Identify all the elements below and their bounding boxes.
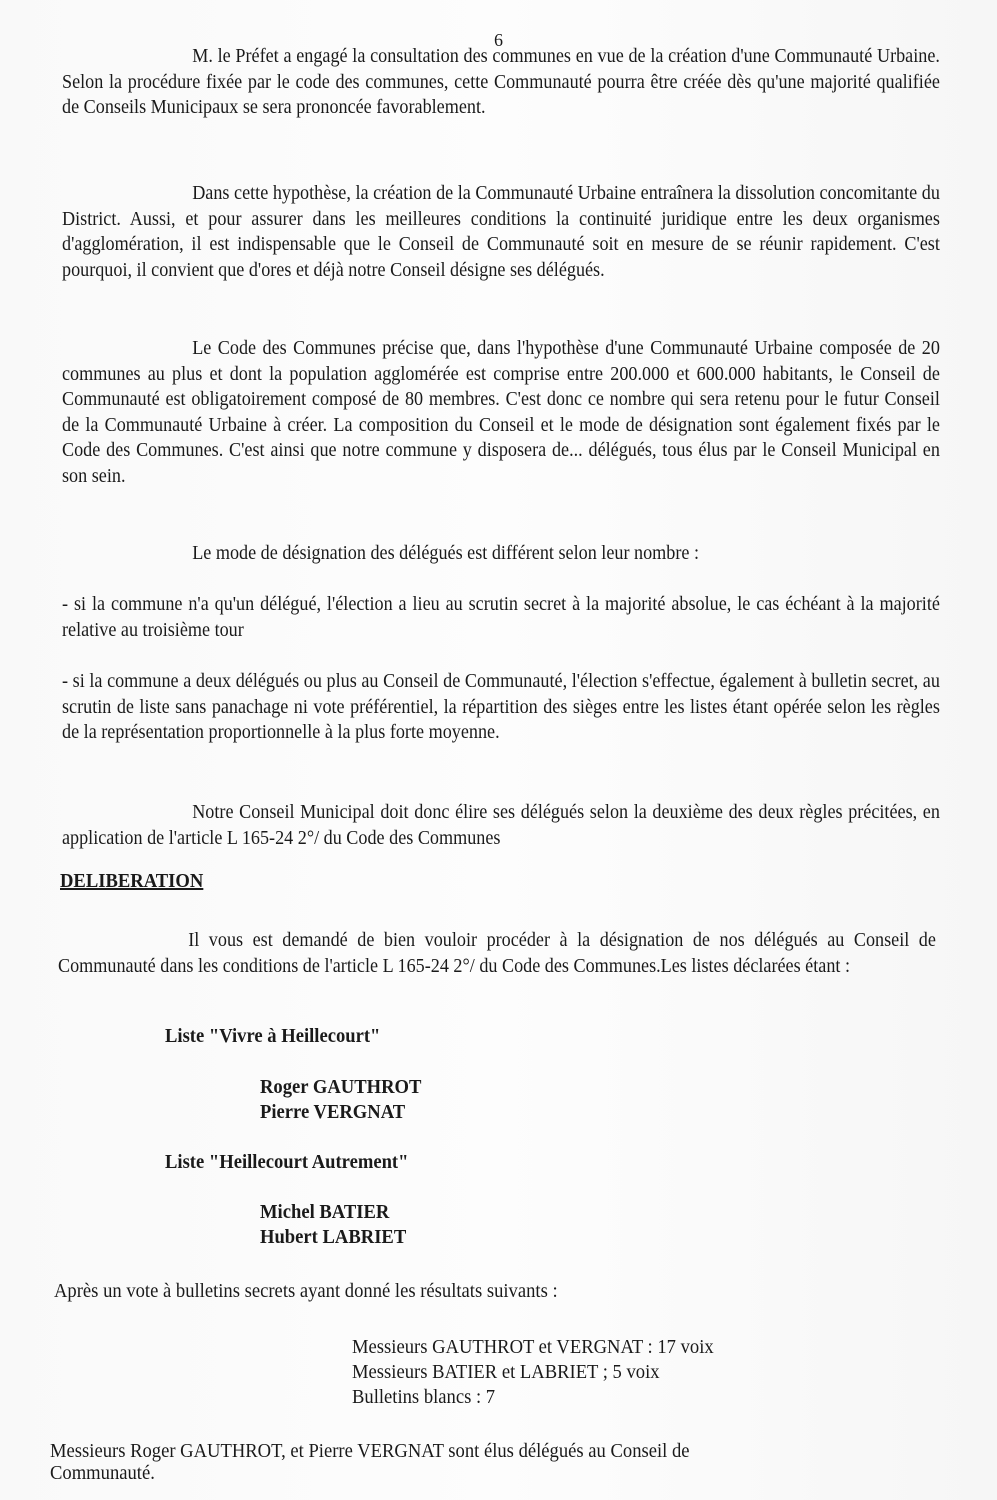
conclusion-line-1: Messieurs Roger GAUTHROT, et Pierre VERGNAT sont élus délégués au Conseil de — [50, 1440, 690, 1462]
deliberation-heading: DELIBERATION — [60, 870, 204, 892]
paragraph-mode-designation: Le mode de désignation des délégués est différent selon leur nombre : — [192, 543, 699, 564]
page-number: 6 — [494, 30, 503, 50]
vote-result: Bulletins blancs : 7 — [352, 1386, 496, 1408]
list-title-vivre-a-heillecourt: Liste "Vivre à Heillecourt" — [165, 1025, 381, 1047]
candidate-name: Michel BATIER — [260, 1201, 390, 1223]
vote-result: Messieurs BATIER et LABRIET ; 5 voix — [352, 1361, 660, 1383]
paragraph-prefet-consultation: M. le Préfet a engagé la consultation des communes en vue de la création d'une Communauté Urbaine. Selon la procédure fixée par le code des communes, cette Communauté pourra être créée dès qu'une majorité qualifiée de Conseils Municipaux se sera prononcée favorablement. — [62, 46, 940, 119]
paragraph-deux-delegues: - si la commune a deux délégués ou plus au Conseil de Communauté, l'élection s'effectue, également à bulletin secret, au scrutin de liste sans panachage ni vote préférentiel, la répartition des sièges entre les listes étant opérée selon les règles de la représentation proportionnelle à la plus forte moyenne. — [62, 671, 940, 744]
vote-intro: Après un vote à bulletins secrets ayant donné les résultats suivants : — [54, 1280, 558, 1302]
candidate-name: Hubert LABRIET — [260, 1226, 407, 1248]
vote-result: Messieurs GAUTHROT et VERGNAT : 17 voix — [352, 1336, 714, 1358]
deliberation-intro: Il vous est demandé de bien vouloir procéder à la désignation de nos délégués au Conseil de Communauté dans les conditions de l'article L 165-24 2°/ du Code des Communes.Les listes déclarées étant : — [58, 930, 936, 977]
candidate-name: Roger GAUTHROT — [260, 1076, 422, 1098]
paragraph-code-communes: Le Code des Communes précise que, dans l'hypothèse d'une Communauté Urbaine composée de 20 communes au plus et dont la population agglomérée est comprise entre 200.000 et 600.000 habitants, le Conseil de Communauté est obligatoirement composé de 80 membres. C'est donc ce nombre qui sera retenu pour le futur Conseil de la Communauté Urbaine à créer. La composition du Conseil et le mode de désignation sont également fixés par le Code des Communes. C'est ainsi que notre commune y disposera de... délégués, tous élus par le Conseil Municipal en son sein. — [62, 338, 940, 487]
paragraph-conseil-municipal: Notre Conseil Municipal doit donc élire ses délégués selon la deuxième des deux règles précitées, en application de l'article L 165-24 2°/ du Code des Communes — [62, 802, 940, 849]
conclusion-line-2: Communauté. — [50, 1462, 155, 1484]
paragraph-hypothese: Dans cette hypothèse, la création de la Communauté Urbaine entraînera la dissolution concomitante du District. Aussi, et pour assurer dans les meilleures conditions la continuité juridique entre les deux organismes d'agglomération, il est indispensable que le Conseil de Communauté soit en mesure de se réunir rapidement. C'est pourquoi, il convient que d'ores et déjà notre Conseil désigne ses délégués. — [62, 183, 940, 281]
list-title-heillecourt-autrement: Liste "Heillecourt Autrement" — [165, 1151, 409, 1173]
paragraph-un-delegue: - si la commune n'a qu'un délégué, l'élection a lieu au scrutin secret à la majorité absolue, le cas échéant à la majorité relative au troisième tour — [62, 594, 940, 641]
candidate-name: Pierre VERGNAT — [260, 1101, 406, 1123]
